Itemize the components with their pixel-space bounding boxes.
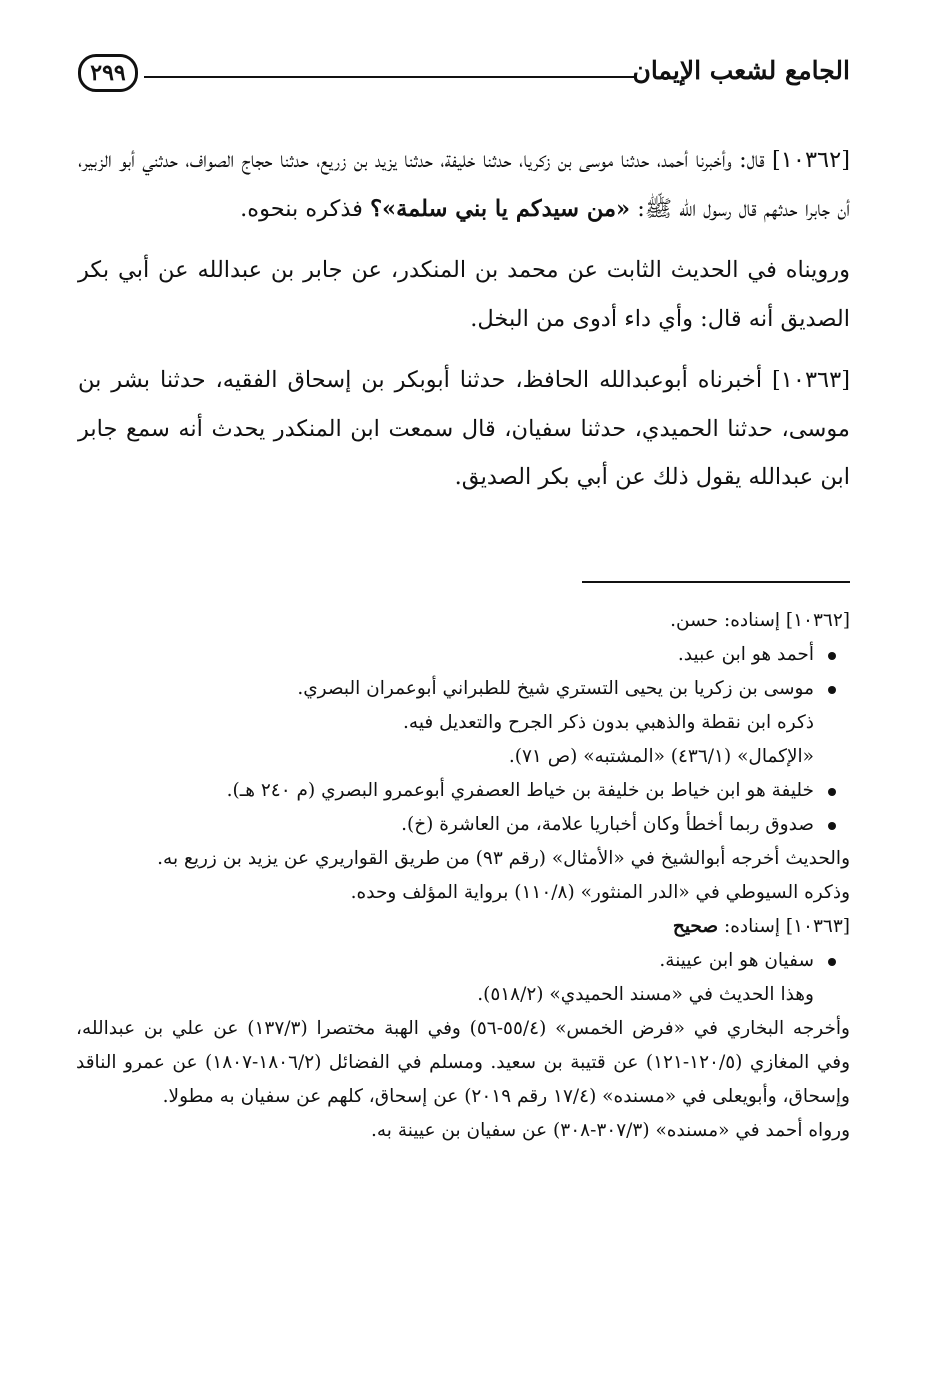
footnote-line: والحديث أخرجه أبوالشيخ في «الأمثال» (رقم ٩٣) من طريق القواريري عن يزيد بن زريع به. [157, 848, 850, 869]
footnote-line: «الإكمال» (٤٣٦/١) «المشتبه» (ص ٧١). [508, 746, 814, 767]
footnote-line: وهذا الحديث في «مسند الحميدي» (٥١٨/٢). [477, 984, 814, 1005]
footnote-10363-label: [١٠٣٦٣] إسناده: [718, 916, 850, 937]
footnote-10362-heading [76, 604, 850, 638]
footnote-line: وذكره السيوطي في «الدر المنثور» (١١٠/٨) برواية المؤلف وحده. [350, 882, 850, 903]
footnote-bullet: سفيان هو ابن عيينة. [76, 944, 850, 978]
footnote-bullet: صدوق ربما أخطأ وكان أخباريا علامة، من العاشرة (خ). [76, 808, 850, 842]
footnote-paragraph: وأخرجه البخاري في «فرض الخمس» (٥٥/٤-٥٦) وفي الهبة مختصرا (١٣٧/٣) عن علي بن عبدالله، وفي المغازي (١٢٠/٥-١٢١) عن قتيبة بن سعيد. ومسلم في الفضائل (١٨٠٦/٢-١٨٠٧) عن عمرو الناقد وإسحاق، وأبويعلى في «مسنده» (١٧/٤ رقم ٢٠١٩) عن إسحاق، كلهم عن سفيان به مطولا. [76, 1018, 851, 1107]
main-text [78, 136, 850, 502]
hadith-10362-quote: «من سيدكم يا بني سلمة»؟ [370, 195, 631, 222]
footnote-10363-heading [76, 910, 850, 944]
footnote-line: ورواه أحمد في «مسنده» (٣٠٧/٣-٣٠٨) عن سفيان بن عيينة به. [370, 1120, 850, 1141]
hadith-10362 [78, 136, 850, 233]
page-header [78, 50, 850, 102]
page-number: ٢٩٩ [78, 54, 138, 92]
footnote-bullet: خليفة هو ابن خياط بن خليفة بن خياط العصفري أبوعمرو البصري (م ٢٤٠ هـ). [76, 774, 850, 808]
header-rule [144, 76, 634, 78]
hadith-10362-text: [١٠٣٦٢] قال: وأخبرنا أحمد، حدثنا موسى بن زكريا، حدثنا خليفة، حدثنا يزيد بن زريع، حدثنا حجاج الصواف، حدثني أبو الزبير، أن جابرا حدثهم قال رسول الله ﷺ: [78, 147, 850, 222]
footnote-10362-grade: حسن. [670, 610, 719, 631]
footnote-divider [582, 581, 850, 583]
narration-paragraph: ورويناه في الحديث الثابت عن محمد بن المنكدر، عن جابر بن عبدالله عن أبي بكر الصديق أنه قال: وأي داء أدوى من البخل. [78, 257, 850, 332]
footnote-bullet: موسى بن زكريا بن يحيى التستري شيخ للطبراني أبوعمران البصري. [76, 672, 850, 706]
footnote-10362-label: [١٠٣٦٢] إسناده: [718, 610, 850, 631]
footnote-10363-grade: صحيح [672, 916, 719, 937]
hadith-10362-tail: فذكره بنحوه. [240, 195, 371, 222]
footnote-line: ذكره ابن نقطة والذهبي بدون ذكر الجرح والتعديل فيه. [403, 712, 814, 733]
footnote-bullet: أحمد هو ابن عبيد. [76, 638, 850, 672]
hadith-10363: [١٠٣٦٣] أخبرناه أبوعبدالله الحافظ، حدثنا أبوبكر بن إسحاق الفقيه، حدثنا بشر بن موسى، حدثنا الحميدي، حدثنا سفيان، قال سمعت ابن المنكدر يحدث أنه سمع جابر ابن عبدالله يقول ذلك عن أبي بكر الصديق. [78, 367, 850, 490]
running-title: الجامع لشعب الإيمان [632, 56, 850, 85]
footnotes [76, 604, 850, 1148]
